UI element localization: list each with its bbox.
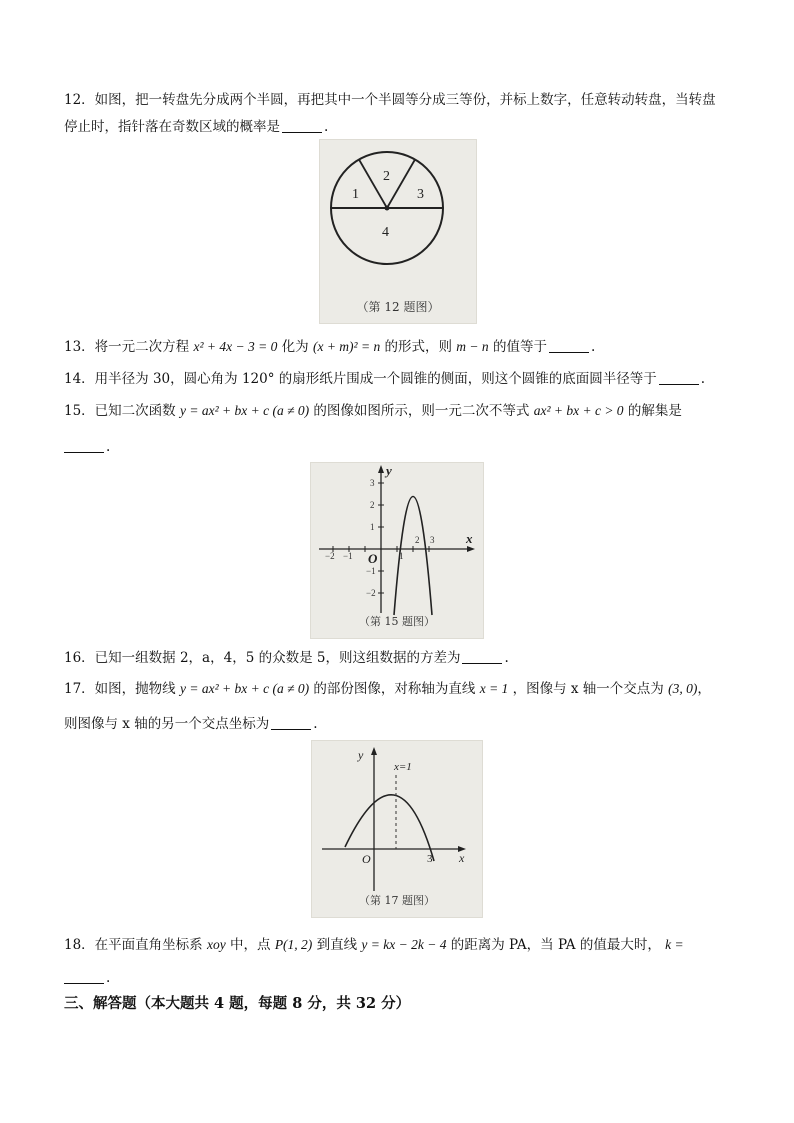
y-tick-label: 3 bbox=[370, 478, 375, 488]
q12-line1: 12．如图，把一转盘先分成两个半圆，再把其中一个半圆等分成三等份，并标上数字，任意转动转盘，当转盘 bbox=[64, 92, 716, 108]
equation: (x + m)² = n bbox=[312, 339, 381, 354]
origin-label: O bbox=[362, 852, 371, 866]
q17-line2: 则图像与 x 轴的另一个交点坐标为 . bbox=[64, 716, 318, 732]
q17-line1: 17．如图，抛物线 y = ax² + bx + c (a ≠ 0) 的部份图像，对称轴为直线 x = 1 ，图像与 x 轴一个交点为 (3, 0)， bbox=[64, 681, 711, 697]
q17-figure bbox=[311, 740, 483, 918]
q12-line2: 停止时，指针落在奇数区域的概率是 . bbox=[64, 119, 329, 135]
x-axis-label: x bbox=[466, 531, 473, 546]
section-heading: 三、解答题（本大题共 4 题，每题 8 分，共 32 分） bbox=[64, 995, 411, 1012]
x-tick-label: −2 bbox=[325, 551, 335, 561]
answer-blank[interactable] bbox=[271, 715, 311, 730]
spinner-diagram bbox=[320, 140, 476, 323]
parabola-graph bbox=[312, 741, 482, 917]
origin-label: O bbox=[368, 551, 378, 566]
x-tick-label: −1 bbox=[343, 551, 353, 561]
equation: y = kx − 2k − 4 bbox=[361, 937, 447, 952]
x-axis-label: x bbox=[459, 851, 465, 865]
q14-line: 14．用半径为 30，圆心角为 120° 的扇形纸片围成一个圆锥的侧面，则这个圆锥的底面圆半径等于 . bbox=[64, 371, 706, 387]
sector-label-3: 3 bbox=[417, 187, 424, 202]
parabola-graph bbox=[311, 463, 483, 638]
q15-figure bbox=[310, 462, 484, 639]
sector-label-4: 4 bbox=[382, 225, 389, 240]
y-axis-label: y bbox=[358, 748, 364, 762]
answer-blank[interactable] bbox=[64, 969, 104, 984]
answer-blank[interactable] bbox=[462, 649, 502, 664]
y-axis-label: y bbox=[386, 463, 392, 478]
figure-caption: （第 15 题图） bbox=[359, 615, 435, 628]
point: P(1, 2) bbox=[274, 937, 313, 952]
y-tick-label: 2 bbox=[370, 500, 375, 510]
equation: y = ax² + bx + c (a ≠ 0) bbox=[179, 403, 310, 418]
q16-line: 16．已知一组数据 2，a，4，5 的众数是 5，则这组数据的方差为 . bbox=[64, 650, 509, 666]
coordinate-system: xoy bbox=[206, 937, 226, 952]
y-tick-label: −2 bbox=[366, 588, 376, 598]
sector-label-2: 2 bbox=[383, 169, 390, 184]
q18-line1: 18．在平面直角坐标系 xoy 中，点 P(1, 2) 到直线 y = kx − 2k − 4 的距离为 PA，当 PA 的值最大时， k = bbox=[64, 937, 684, 953]
y-tick-label: 1 bbox=[370, 522, 375, 532]
q18-line2: . bbox=[64, 968, 734, 988]
x-tick-label: 3 bbox=[430, 535, 435, 545]
q15-line1: 15．已知二次函数 y = ax² + bx + c (a ≠ 0) 的图像如图所示，则一元二次不等式 ax² + bx + c > 0 的解集是 bbox=[64, 403, 682, 419]
equation: x = 1 bbox=[479, 681, 509, 696]
y-tick-label: −1 bbox=[366, 566, 376, 576]
symmetry-axis-label: x=1 bbox=[394, 761, 412, 773]
expression: m − n bbox=[456, 339, 489, 354]
answer-blank[interactable] bbox=[64, 438, 104, 453]
x-tick-label: 3 bbox=[427, 853, 433, 865]
x-tick-label: 2 bbox=[415, 535, 420, 545]
answer-blank[interactable] bbox=[549, 338, 589, 353]
figure-caption: （第 12 题图） bbox=[356, 300, 440, 314]
sector-label-1: 1 bbox=[352, 187, 359, 202]
figure-caption: （第 17 题图） bbox=[359, 894, 435, 907]
q13-line: 13．将一元二次方程 x² + 4x − 3 = 0 化为 (x + m)² = n 的形式，则 m − n 的值等于 . bbox=[64, 339, 596, 355]
q15-line2: . bbox=[64, 437, 734, 457]
point: (3, 0) bbox=[668, 681, 698, 696]
answer-blank[interactable] bbox=[659, 370, 699, 385]
answer-blank[interactable] bbox=[282, 118, 322, 133]
equation: x² + 4x − 3 = 0 bbox=[193, 339, 278, 354]
inequality: ax² + bx + c > 0 bbox=[533, 403, 624, 418]
q12-figure bbox=[319, 139, 477, 324]
equation: y = ax² + bx + c (a ≠ 0) bbox=[179, 681, 310, 696]
x-tick-label: 1 bbox=[399, 551, 404, 561]
variable-k: k = bbox=[665, 937, 684, 952]
